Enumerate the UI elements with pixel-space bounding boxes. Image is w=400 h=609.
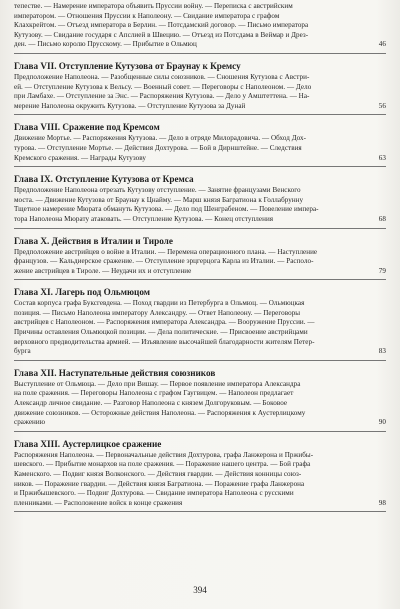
text-line-with-page <box>14 418 386 428</box>
page-ref: 79 <box>378 266 386 275</box>
text-line: Александр личное свидание. — Разговор Наполеона с князем Долгоруковым. — Боковое <box>14 399 288 408</box>
divider <box>14 279 386 280</box>
text-line: тепестве. — Намерение императора объявить Пруссии войну. — Переписка с австрийским <box>14 2 293 10</box>
text-line: сражению <box>14 418 46 427</box>
divider <box>14 53 386 54</box>
text-line: Причины оставления Ольмюцкой позиции. — Дела политические. — Присвоение австрийцами <box>14 328 308 337</box>
text-line: тора Наполеона Мюрату атаковать. — Отступление Кутузова. — Конец отступления <box>14 214 274 223</box>
page-ref: 90 <box>378 418 386 427</box>
chapter-xii <box>14 368 386 428</box>
text-line: Тщетное намерение Мюрата обмануть Кутузова. — Дело под Шенграбеном. — Повеление импера- <box>14 205 319 214</box>
text-line: бурга <box>14 347 31 356</box>
text-line-with-page <box>14 154 386 164</box>
text-line: и Пржибышевского. — Подвиг Дохтурова. — Свидание императора Наполеона с русскими <box>14 489 294 498</box>
divider <box>14 114 386 115</box>
page-ref: 46 <box>378 40 386 49</box>
divider <box>14 228 386 229</box>
text-line: ей. — Отступление Кутузова к Вельсу. — Военный совет. — Переговоры с Наполеоном. — Дело <box>14 82 312 91</box>
chapter-title: Глава XIII. Аустерлицкое сражение <box>14 438 162 449</box>
text-line: Движение Мортье. — Распоряжения Кутузова. — Дело в отряде Милорадовича. — Обход Дох- <box>14 134 307 143</box>
text-line-with-page <box>14 347 386 357</box>
page-ref: 63 <box>378 153 386 162</box>
text-line-with-page <box>14 499 386 509</box>
text-line: французов. — Кальдиерское сражение. — Отступление эрцгерцога Карла из Италии. — Располо- <box>14 257 314 266</box>
text-line-with-page <box>14 215 386 225</box>
chapter-title: Глава XI. Лагерь под Ольмюцом <box>14 287 151 298</box>
chapter-xi <box>14 287 386 357</box>
page-ref: 98 <box>378 498 386 507</box>
page-ref: 56 <box>378 101 386 110</box>
divider <box>14 360 386 361</box>
chapter-vii <box>14 61 386 111</box>
text-line: позиция. — Письмо Наполеона императору Александру. — Ответ Наполеону. — Переговоры <box>14 308 301 317</box>
divider <box>14 431 386 432</box>
text-line: Выступление от Ольмюца. — Дело при Вишау. — Первое появление императора Александра <box>14 379 301 388</box>
text-line: императором. — Отношения Пруссии к Наполеону. — Свидание императора с графом <box>14 11 280 20</box>
text-line: Распоряжения Наполеона. — Первоначальные действия Дохтурова, графа Ланжерона и Пржибы- <box>14 450 314 459</box>
text-line: при Ламбахе. — Отступление за Энс. — Распоряжения Кутузова. — Дело у Амштеттена. — На- <box>14 92 310 101</box>
text-line: Кремского сражения. — Награды Кутузову <box>14 153 147 162</box>
text-line: жение австрийцев в Тироле. — Неудачи их и отступление <box>14 266 192 275</box>
chapter-title: Глава IX. Отступление Кутузова от Кремса <box>14 174 194 185</box>
text-line: турова. — Отступление Мортье. — Действия Дохтурова. — Бой в Дирнштейне. — Следствия <box>14 143 302 152</box>
text-line: мерение Наполеона окружить Кутузова. — Отступление Кутузова за Дунай <box>14 101 246 110</box>
chapter-title: Глава XII. Наступательные действия союзников <box>14 367 216 378</box>
top-block <box>14 2 386 50</box>
chapter-title: Глава VIII. Сражение под Кремсом <box>14 122 160 133</box>
text-line: австрийцев с Наполеоном. — Распоряжения императора Александра. — Вооружение Пруссии. — <box>14 318 315 327</box>
page-ref: 68 <box>378 214 386 223</box>
table-of-contents <box>14 0 386 609</box>
chapter-x <box>14 236 386 277</box>
text-line: пленниками. — Расположение войск в конце сражения <box>14 498 183 507</box>
chapter-xiii <box>14 439 386 509</box>
text-line-with-page <box>14 102 386 112</box>
text-line: ден. — Письмо королю Прусскому. — Прибытие в Ольмюц <box>14 40 197 49</box>
text-line: Каменского. — Подвиг князя Волконского. — Действия гвардии. — Действия конницы союз- <box>14 470 302 478</box>
text-line: верховного предводительства армией. — Изъявление высочайшей благодарности жителям Петер- <box>14 337 315 346</box>
text-line: моста. — Движение Кутузова от Браунау к Цнайму. — Марш князя Багратиона к Голлабрунну <box>14 195 304 204</box>
text-line: Предположение Наполеона отрезать Кутузову отступление. — Занятие французами Венского <box>14 186 301 195</box>
text-line: движение союзников. — Осторожные действия Наполеона. — Распоряжения к Аустерлицкому <box>14 408 306 417</box>
text-line: Состав корпуса графа Буксгевдена. — Поход гвардии из Петербурга в Ольмюц. — Ольмюцкая <box>14 299 305 308</box>
chapter-title: Глава X. Действия в Италии и Тироле <box>14 235 173 246</box>
chapter-viii <box>14 122 386 163</box>
divider <box>14 166 386 167</box>
text-line: ников. — Поражение гвардии. — Действия князя Багратиона. — Поражение графа Ланжерона <box>14 479 305 488</box>
text-line: Кутузову. — Свидание государя с Апслией в Швецию. — Отъезд из Потсдама в Веймар и Дрез- <box>14 30 309 39</box>
chapter-title: Глава VII. Отступление Кутузова от Браунау к Кремсу <box>14 60 241 71</box>
text-line: Клахкрейтом. — Отъезд императора в Берлин. — Потсдамский договор. — Письмо императора <box>14 21 309 30</box>
text-line: Предположение австрийцев о войне в Италии. — Перемена операционного плана. — Наступление <box>14 247 318 256</box>
text-line: Предположение Наполеона. — Разобщенные силы союзников. — Сношения Кутузова с Австри- <box>14 72 310 81</box>
chapter-ix <box>14 174 386 224</box>
page-number: 394 <box>193 585 207 595</box>
divider <box>14 511 386 512</box>
page-ref: 83 <box>378 347 386 356</box>
text-line-with-page <box>14 40 386 50</box>
text-line: на поле сражения. — Переговоры Наполеона с графом Гаугвицем. — Наполеон предлагает <box>14 389 294 398</box>
text-line-with-page <box>14 267 386 277</box>
text-line: шевского. — Прибытие монархов на поле сражения. — Поражение нашего центра. — Бой графа <box>14 460 311 469</box>
